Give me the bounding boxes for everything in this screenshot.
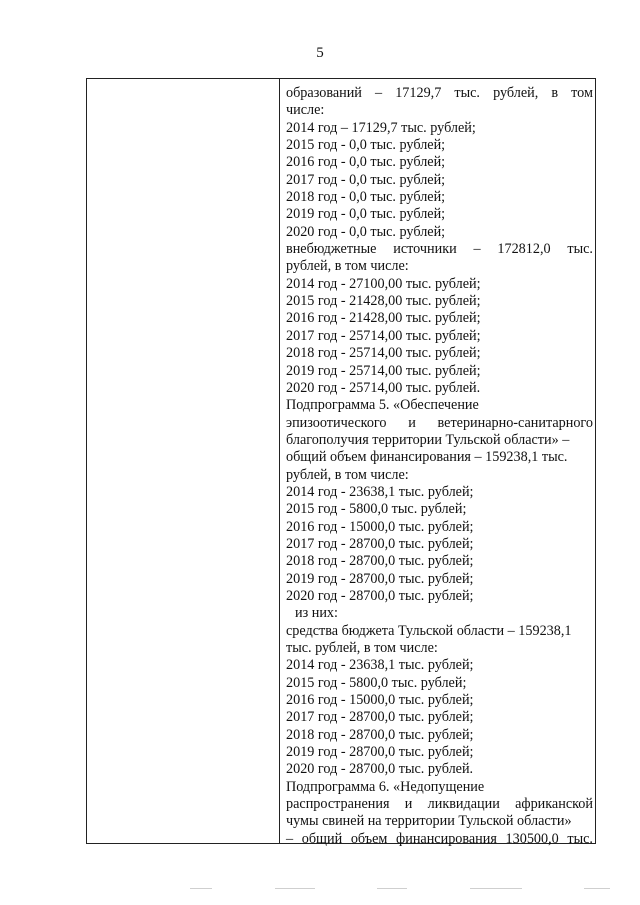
word: образований: [286, 85, 362, 101]
word: распространения: [286, 796, 390, 813]
year-amount-line: 2019 год - 28700,0 тыс. рублей;: [286, 570, 474, 587]
year-amount-line: 2017 год - 28700,0 тыс. рублей;: [286, 535, 474, 552]
scan-speck: [377, 888, 407, 889]
scan-artifacts: [190, 888, 610, 891]
year-amount-line: 2014 год - 23638,1 тыс. рублей;: [286, 657, 474, 674]
word: –: [473, 241, 481, 258]
year-amount-line: 2016 год - 21428,00 тыс. рублей;: [286, 310, 481, 327]
year-amount-line: 2014 год – 17129,7 тыс. рублей;: [286, 119, 476, 136]
financing-table: [86, 78, 596, 847]
scan-speck: [190, 888, 212, 889]
year-amount-line: 2018 год - 28700,0 тыс. рублей;: [286, 726, 474, 743]
year-amount-line: 2018 год - 0,0 тыс. рублей;: [286, 189, 446, 206]
text-line: из них:: [295, 605, 338, 622]
text-line: рублей, в том числе:: [286, 258, 409, 275]
year-amount-line: 2015 год - 5800,0 тыс. рублей;: [286, 501, 467, 518]
word: 172812,0: [497, 241, 551, 258]
year-amount-line: 2020 год - 28700,0 тыс. рублей.: [286, 761, 474, 778]
text-line: числе:: [286, 102, 325, 119]
subprogram-title: Подпрограмма 5. «Обеспечение: [286, 397, 479, 414]
text-line: [286, 415, 593, 432]
word: 130500,0: [505, 830, 559, 847]
word: ветеринарно-санитарного: [437, 414, 593, 431]
text-line: [286, 831, 593, 848]
year-amount-line: 2020 год - 28700,0 тыс. рублей;: [286, 587, 474, 604]
word: –: [375, 85, 383, 101]
word: объем: [350, 830, 388, 847]
year-amount-line: 2017 год - 25714,00 тыс. рублей;: [286, 327, 481, 344]
year-amount-line: 2020 год - 0,0 тыс. рублей;: [286, 223, 446, 240]
year-amount-line: 2014 год - 27100,00 тыс. рублей;: [286, 275, 481, 292]
year-amount-line: 2019 год - 25714,00 тыс. рублей;: [286, 362, 481, 379]
year-amount-line: 2017 год - 28700,0 тыс. рублей;: [286, 709, 474, 726]
table-left-cell: [87, 79, 279, 843]
word: и: [408, 414, 416, 431]
year-amount-line: 2015 год - 21428,00 тыс. рублей;: [286, 293, 481, 310]
word: тыс.: [454, 85, 480, 101]
subprogram-title: Подпрограмма 6. «Недопущение: [286, 778, 485, 795]
word: тыс.: [567, 830, 593, 847]
word: внебюджетные: [286, 241, 377, 258]
year-amount-line: 2019 год - 0,0 тыс. рублей;: [286, 206, 446, 223]
word: рублей,: [493, 85, 539, 101]
word: и: [404, 796, 413, 813]
word: –: [286, 830, 294, 847]
year-amount-line: 2016 год - 15000,0 тыс. рублей;: [286, 518, 474, 535]
text-line: рублей, в том числе:: [286, 466, 409, 483]
scan-speck: [584, 888, 610, 889]
year-amount-line: 2016 год - 15000,0 тыс. рублей;: [286, 692, 474, 709]
table-right-cell: [286, 85, 593, 848]
word: том: [571, 85, 593, 101]
column-divider: [279, 79, 280, 843]
year-amount-line: 2018 год - 25714,00 тыс. рублей;: [286, 345, 481, 362]
text-line: благополучия территории Тульской области» –: [286, 431, 570, 448]
page-number: 5: [316, 45, 324, 61]
word: эпизоотического: [286, 414, 387, 431]
year-amount-line: 2017 год - 0,0 тыс. рублей;: [286, 171, 446, 188]
word: в: [551, 85, 559, 101]
year-amount-line: 2015 год - 0,0 тыс. рублей;: [286, 137, 446, 154]
year-amount-line: 2018 год - 28700,0 тыс. рублей;: [286, 553, 474, 570]
text-line: средства бюджета Тульской области – 159238,1: [286, 622, 572, 639]
word: источники: [393, 241, 457, 258]
text-line: общий объем финансирования – 159238,1 тыс.: [286, 449, 568, 466]
word: 17129,7: [395, 85, 442, 101]
scan-speck: [470, 888, 522, 889]
text-line: [286, 241, 593, 258]
text-line: тыс. рублей, в том числе:: [286, 640, 438, 656]
word: общий: [301, 830, 343, 847]
text-line: [286, 796, 593, 813]
word: тыс.: [567, 241, 593, 258]
year-amount-line: 2016 год - 0,0 тыс. рублей;: [286, 154, 446, 171]
word: ликвидации: [427, 796, 500, 813]
year-amount-line: 2019 год - 28700,0 тыс. рублей;: [286, 744, 474, 761]
year-amount-line: 2015 год - 5800,0 тыс. рублей;: [286, 674, 467, 691]
year-amount-line: 2020 год - 25714,00 тыс. рублей.: [286, 379, 481, 396]
text-line: [286, 85, 593, 102]
word: африканской: [515, 796, 593, 813]
text-line: чумы свиней на территории Тульской области»: [286, 813, 572, 830]
scan-speck: [275, 888, 315, 889]
year-amount-line: 2014 год - 23638,1 тыс. рублей;: [286, 483, 474, 500]
word: финансирования: [396, 830, 497, 847]
